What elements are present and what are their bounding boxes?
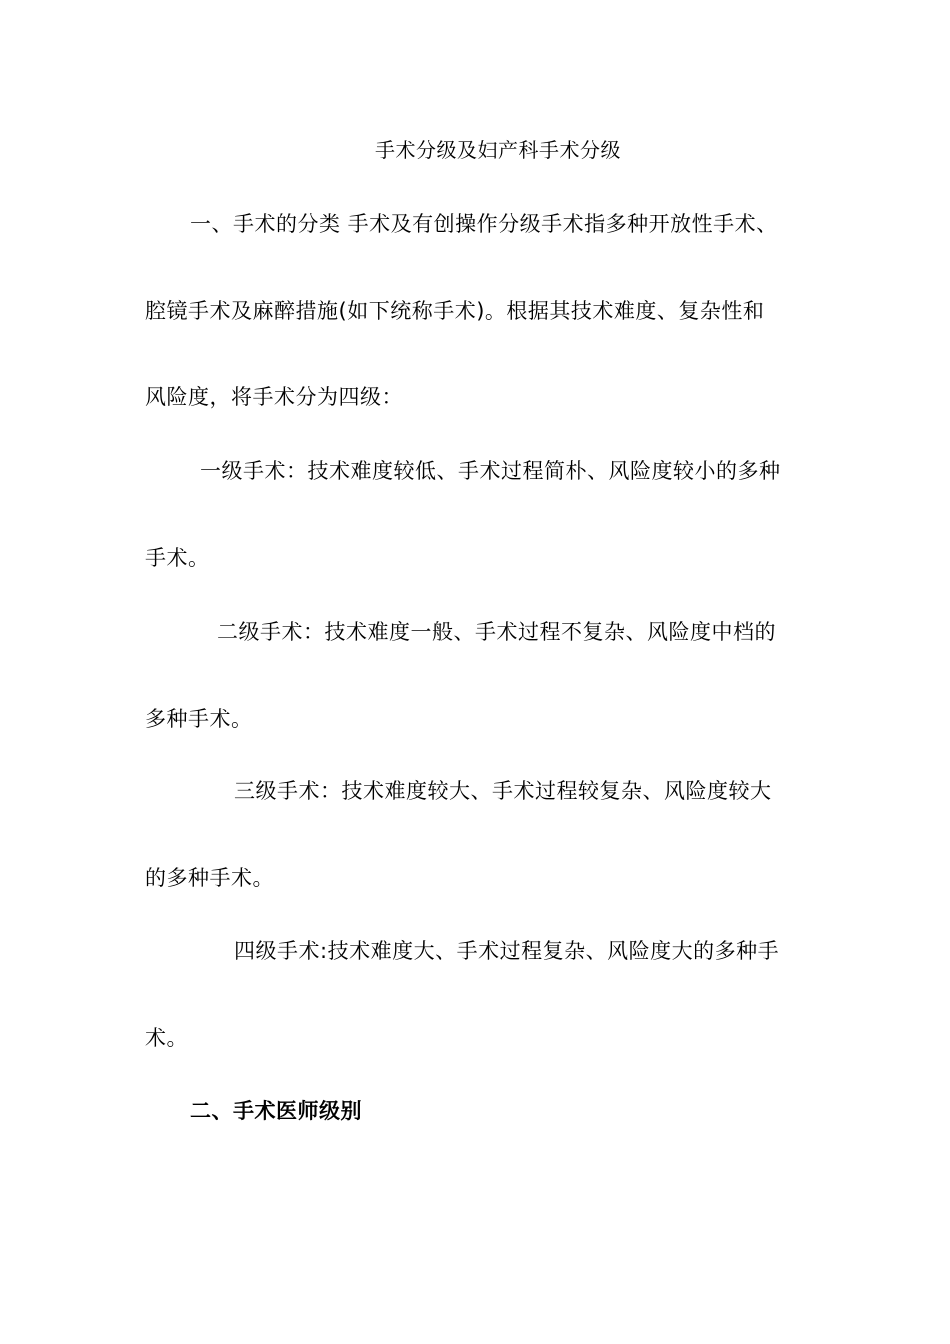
level1-line2: 手术。 bbox=[145, 546, 210, 570]
level3-line2: 的多种手术。 bbox=[145, 866, 274, 890]
level2-line2: 多种手术。 bbox=[145, 707, 253, 731]
section1-line3: 风险度，将手术分为四级： bbox=[145, 385, 403, 409]
level4-line2: 术。 bbox=[145, 1026, 188, 1050]
level3-line1: 三级手术：技术难度较大、手术过程较复杂、风险度较大 bbox=[234, 779, 772, 803]
section1-line1: 一、手术的分类 手术及有创操作分级手术指多种开放性手术、 bbox=[190, 212, 778, 236]
level4-line1: 四级手术:技术难度大、手术过程复杂、风险度大的多种手 bbox=[234, 939, 780, 963]
document-title: 手术分级及妇产科手术分级 bbox=[375, 138, 621, 162]
section1-line2: 腔镜手术及麻醉措施(如下统称手术)。根据其技术难度、复杂性和 bbox=[145, 299, 765, 323]
level2-line1: 二级手术：技术难度一般、手术过程不复杂、风险度中档的 bbox=[217, 620, 776, 644]
section2-heading: 二、手术医师级别 bbox=[190, 1099, 362, 1123]
level1-line1: 一级手术：技术难度较低、手术过程简朴、风险度较小的多种 bbox=[200, 459, 781, 483]
